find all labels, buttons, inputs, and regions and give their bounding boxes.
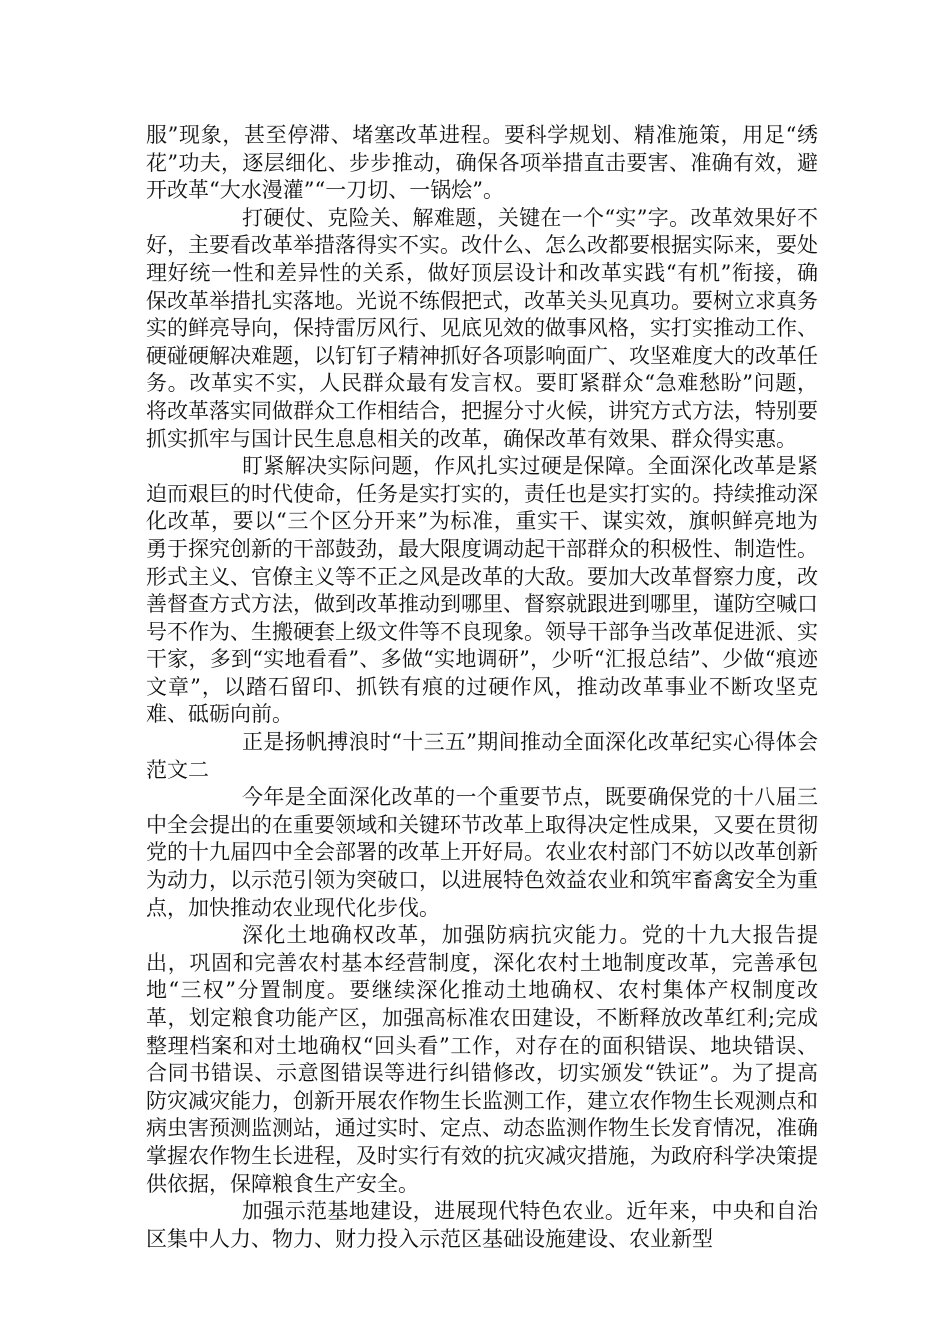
document-body	[146, 122, 818, 1253]
paragraph: 今年是全面深化改革的一个重要节点，既要确保党的十八届三中全会提出的在重要领域和关键环节改革上取得决定性成果，又要在贯彻党的十九届四中全会部署的改革上开好局。农业农村部门不妨以改革创新为动力，以示范引领为突破口，以进展特色效益农业和筑牢畜禽安全为重点，加快推动农业现代化步伐。	[146, 785, 818, 920]
paragraph: 服”现象，甚至停滞、堵塞改革进程。要科学规划、精准施策，用足“绣花”功夫，逐层细化、步步推动，确保各项举措直击要害、准确有效，避开改革“大水漫灌”“一刀切、一锅烩”。	[146, 123, 818, 203]
paragraph: 加强示范基地建设，进展现代特色农业。近年来，中央和自治区集中人力、物力、财力投入示范区基础设施建设、农业新型	[146, 1199, 818, 1251]
section-heading: 正是扬帆搏浪时“十三五”期间推动全面深化改革纪实心得体会范文二	[146, 730, 818, 782]
paragraph: 打硬仗、克险关、解难题，关键在一个“实”字。改革效果好不好，主要看改革举措落得实不实。改什么、怎么改都要根据实际来，要处理好统一性和差异性的关系，做好顶层设计和改革实践“有机”衔接，确保改革举措扎实落地。光说不练假把式，改革关头见真功。要树立求真务实的鲜亮导向，保持雷厉风行、见底见效的做事风格，实打实推动工作、硬碰硬解决难题，以钉钉子精神抓好各项影响面广、攻坚难度大的改革任务。改革实不实，人民群众最有发言权。要盯紧群众“急难愁盼”问题，将改革落实同做群众工作相结合，把握分寸火候，讲究方式方法，特别要抓实抓牢与国计民生息息相关的改革，确保改革有效果、群众得实惠。	[146, 205, 818, 451]
paragraph: 深化土地确权改革，加强防病抗灾能力。党的十九大报告提出，巩固和完善农村基本经营制度，深化农村土地制度改革，完善承包地“三权”分置制度。要继续深化推动土地确权、农村集体产权制度改革，划定粮食功能产区，加强高标准农田建设，不断释放改革红利;完成整理档案和对土地确权“回头看”工作，对存在的面积错误、地块错误、合同书错误、示意图错误等进行纠错修改，切实颁发“铁证”。为了提高防灾减灾能力，创新开展农作物生长监测工作，建立农作物生长观测点和病虫害预测监测站，通过实时、定点、动态监测作物生长发育情况，准确掌握农作物生长进程，及时实行有效的抗灾减灾措施，为政府科学决策提供依据，保障粮食生产安全。	[146, 923, 818, 1196]
paragraph: 盯紧解决实际问题，作风扎实过硬是保障。全面深化改革是紧迫而艰巨的时代使命，任务是实打实的，责任也是实打实的。持续推动深化改革，要以“三个区分开来”为标准，重实干、谋实效，旗帜鲜亮地为勇于探究创新的干部鼓劲，最大限度调动起干部群众的积极性、制造性。形式主义、官僚主义等不正之风是改革的大敌。要加大改革督察力度，改善督查方式方法，做到改革推动到哪里、督察就跟进到哪里，谨防空喊口号不作为、生搬硬套上级文件等不良现象。领导干部争当改革促进派、实干家，多到“实地看看”、多做“实地调研”，少听“汇报总结”、少做“痕迹文章”，以踏石留印、抓铁有痕的过硬作风，推动改革事业不断攻坚克难、砥砺向前。	[146, 454, 818, 727]
